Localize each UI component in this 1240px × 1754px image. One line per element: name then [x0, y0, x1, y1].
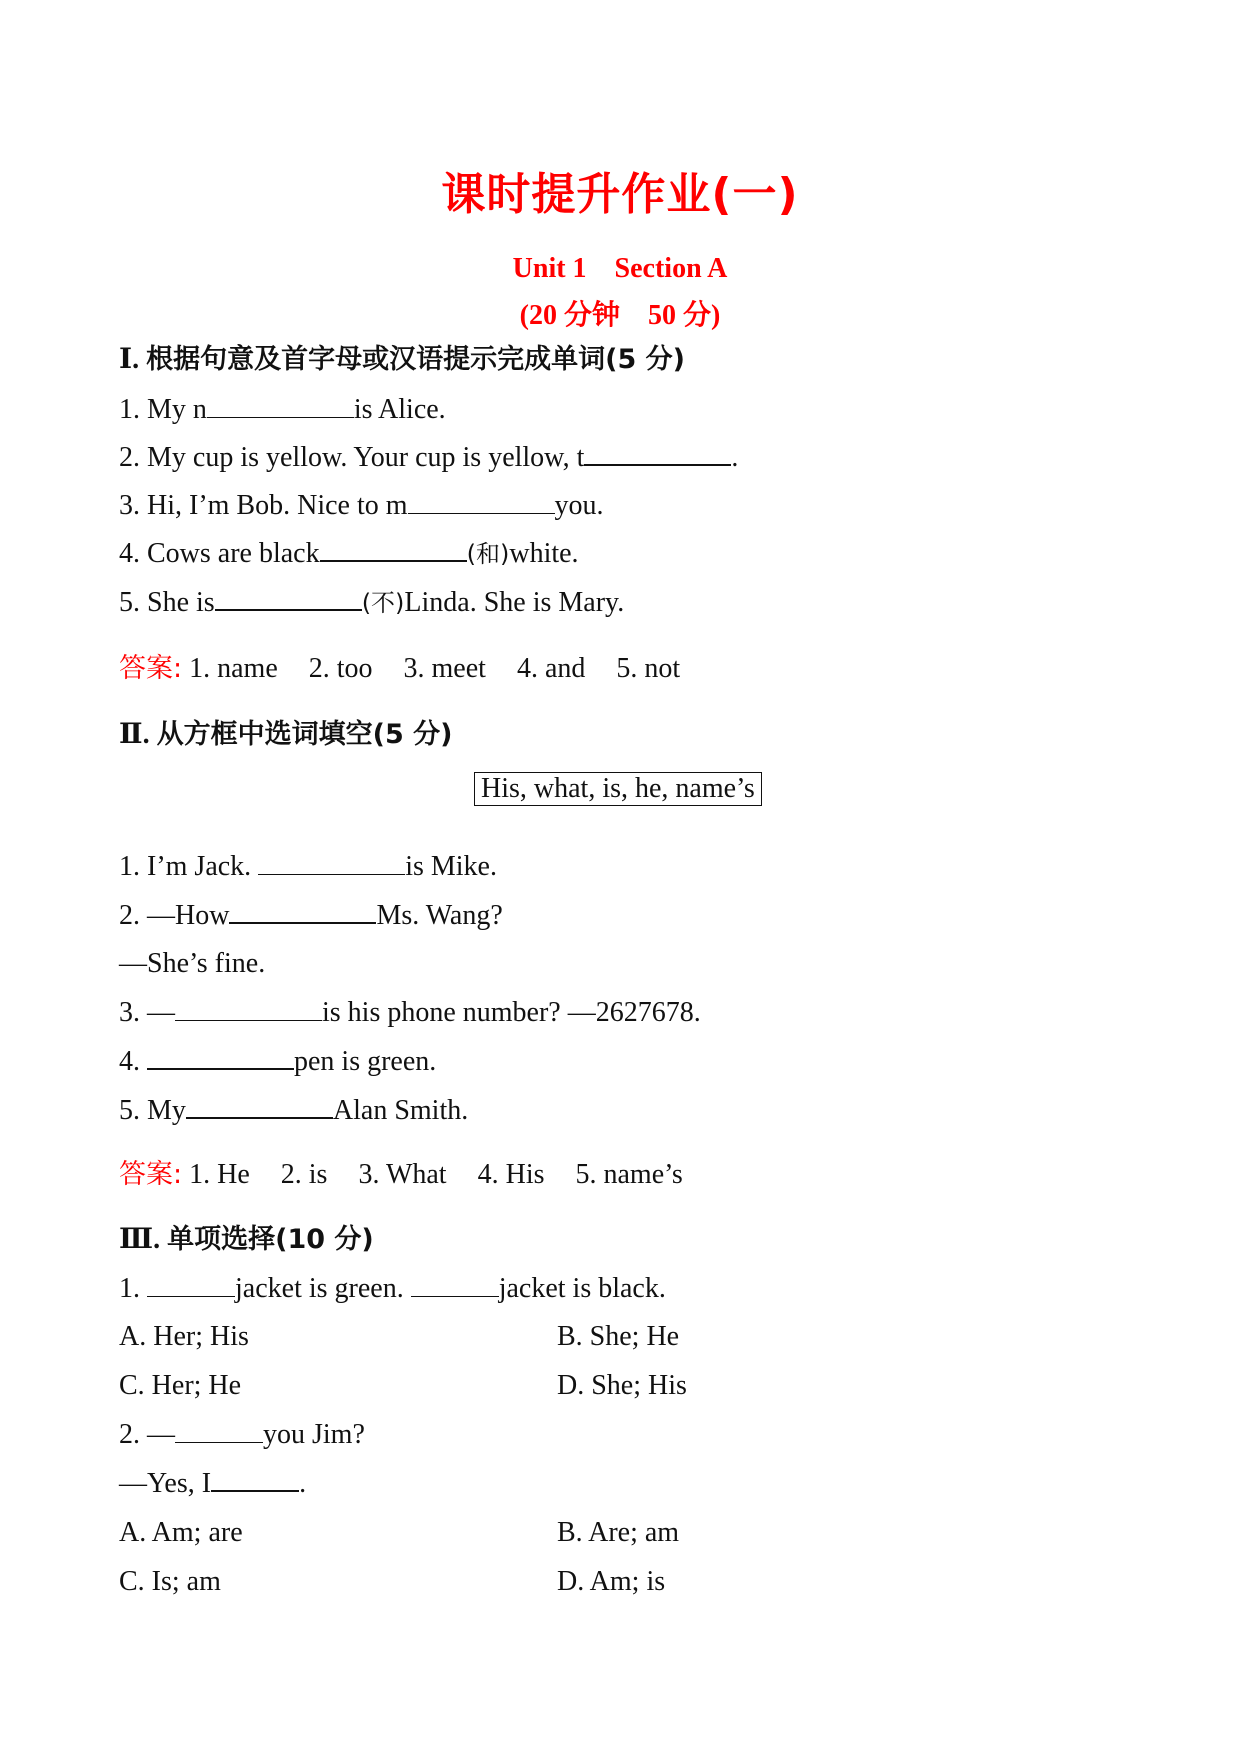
answer-item: 3. meet	[403, 653, 486, 684]
s1-question-3	[119, 489, 604, 523]
s3-q2-option-a[interactable]: A. Am; are	[119, 1517, 243, 1548]
s1-q4-hint: (和)	[466, 540, 510, 568]
answer-item: 2. too	[308, 653, 373, 684]
s2-question-5	[119, 1094, 468, 1128]
s3-question-2-reply	[119, 1467, 306, 1501]
s2-q1-text-end: is Mike.	[405, 851, 497, 882]
answer-item: 5. not	[616, 653, 681, 684]
s1-q4-text-end: white.	[509, 538, 579, 569]
answer-item: 2. is	[280, 1159, 328, 1190]
answer-blank[interactable]	[211, 1468, 299, 1492]
page-title: 课时提升作业(一)	[441, 169, 799, 220]
s1-answer-key	[119, 652, 704, 686]
answer-item: 5. name’s	[575, 1159, 683, 1190]
s3-q2-option-d[interactable]: D. Am; is	[557, 1566, 666, 1597]
s2-q2-text: 2. —How	[119, 900, 230, 931]
s1-q4-text: 4. Cows are black	[119, 538, 320, 569]
answer-blank[interactable]	[411, 1274, 499, 1297]
section-3-heading	[119, 1223, 374, 1257]
s1-q5-text: 5. She is	[119, 587, 215, 618]
unit-subtitle: Unit 1 Section A	[512, 253, 728, 284]
section-2-number: Ⅱ.	[119, 719, 150, 750]
answer-blank[interactable]	[258, 852, 405, 875]
section-1-heading	[119, 343, 685, 377]
s3-q1-option-b[interactable]: B. She; He	[557, 1321, 680, 1352]
s2-q2-text-end: Ms. Wang?	[376, 900, 503, 931]
s2-q5-text: 5. My	[119, 1095, 186, 1126]
s1-question-2	[119, 441, 738, 475]
word-bank-box: His, what, is, he, name’s	[474, 772, 762, 806]
s2-q1-text: 1. I’m Jack.	[119, 851, 259, 882]
s2-q3-text: 3. —	[119, 997, 175, 1028]
answer-blank[interactable]	[186, 1095, 333, 1119]
s3-question-1	[119, 1272, 666, 1306]
answer-blank[interactable]	[175, 998, 322, 1021]
section-3-title: 单项选择(10 分)	[167, 1224, 374, 1255]
s3-q2-option-b[interactable]: B. Are; am	[557, 1517, 680, 1548]
s2-question-3	[119, 996, 701, 1030]
s1-q3-text: 3. Hi, I’m Bob. Nice to m	[119, 490, 408, 521]
s1-question-5	[119, 586, 624, 620]
answer-item: 4. and	[516, 653, 586, 684]
s2-answer-key	[119, 1158, 707, 1192]
section-2-heading	[119, 718, 452, 752]
answer-item: 1. name	[189, 653, 278, 684]
answer-blank[interactable]	[320, 538, 467, 562]
s3-q2-text: 2. —	[119, 1419, 175, 1450]
s3-question-2	[119, 1418, 365, 1452]
s2-question-4	[119, 1045, 436, 1079]
section-1-title: 根据句意及首字母或汉语提示完成单词(5 分)	[146, 344, 685, 375]
s3-q1-text-end: jacket is black.	[498, 1273, 666, 1304]
s3-q1-option-a[interactable]: A. Her; His	[119, 1321, 249, 1352]
s2-q4-text: 4.	[119, 1046, 147, 1077]
answer-blank[interactable]	[229, 900, 376, 924]
s1-q3-text-end: you.	[554, 490, 604, 521]
section-3-number: Ⅲ.	[119, 1224, 161, 1255]
answer-item: 3. What	[358, 1159, 447, 1190]
s3-q1-text-mid: jacket is green.	[235, 1273, 411, 1304]
answer-blank[interactable]	[215, 587, 362, 611]
s1-question-1	[119, 393, 446, 427]
time-score-subtitle: (20 分钟 50 分)	[519, 300, 721, 331]
answer-blank[interactable]	[147, 1274, 235, 1297]
s3-q2-text-end: you Jim?	[263, 1419, 365, 1450]
answer-blank[interactable]	[147, 1046, 294, 1070]
answer-blank[interactable]	[408, 491, 555, 514]
s2-question-2	[119, 899, 503, 933]
answer-blank[interactable]	[207, 395, 354, 418]
s1-q1-text-end: is Alice.	[353, 394, 446, 425]
s3-q2-option-c[interactable]: C. Is; am	[119, 1566, 221, 1597]
s3-q2-reply-text: —Yes, I	[119, 1468, 212, 1499]
s2-q3-text-end: is his phone number? —2627678.	[322, 997, 701, 1028]
s2-question-2-reply: —She’s fine.	[119, 948, 266, 979]
s1-q2-text-end: .	[731, 442, 739, 473]
answer-blank[interactable]	[175, 1420, 263, 1443]
answer-blank[interactable]	[584, 442, 731, 466]
s3-q2-reply-end: .	[299, 1468, 307, 1499]
section-2-title: 从方框中选词填空(5 分)	[156, 719, 453, 750]
answer-label: 答案:	[119, 653, 183, 684]
s3-q1-option-d[interactable]: D. She; His	[557, 1370, 687, 1401]
s3-q1-option-c[interactable]: C. Her; He	[119, 1370, 242, 1401]
s1-question-4	[119, 537, 579, 571]
s1-q2-text: 2. My cup is yellow. Your cup is yellow, t	[119, 442, 585, 473]
answer-item: 1. He	[189, 1159, 250, 1190]
s1-q1-text: 1. My n	[119, 394, 207, 425]
s1-q5-hint: (不)	[361, 589, 405, 617]
s1-q5-text-end: Linda. She is Mary.	[404, 587, 625, 618]
answer-item: 4. His	[477, 1159, 545, 1190]
s3-q1-text: 1.	[119, 1273, 147, 1304]
section-1-number: Ⅰ.	[119, 344, 140, 375]
s2-q4-text-end: pen is green.	[294, 1046, 437, 1077]
answer-label: 答案:	[119, 1159, 183, 1190]
s2-q5-text-end: Alan Smith.	[332, 1095, 469, 1126]
s2-question-1	[119, 850, 497, 884]
